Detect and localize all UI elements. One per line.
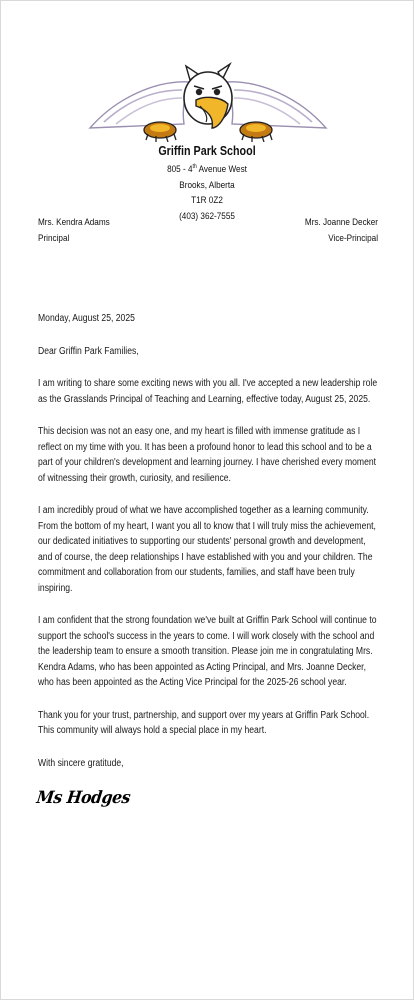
letter-paragraph: I am confident that the strong foundation we've built at Griffin Park School will continue to support the school's success in the years to come. I will work closely with the school and the leadership team to ensure a smooth transition. Please join me in congratulating Mrs. Kendra Adams, who has been appointed as Acting Principal, and Mrs. Joanne Decker, who has been appointed as the Acting Vice Principal for the 2025-26 school year.	[38, 615, 377, 688]
letter-paragraph: I am writing to share some exciting news with you all. I've accepted a new leadership role as the Grasslands Principal of Teaching and Learning, effective today, August 25, 2025.	[38, 378, 378, 405]
letter-paragraph: Thank you for your trust, partnership, and support over my years at Griffin Park School. This community will always hold a special place in my heart.	[38, 709, 370, 736]
principal-name: Mrs. Kendra Adams	[38, 217, 110, 228]
letter-body	[38, 311, 380, 788]
address-number: 805 - 4	[167, 164, 193, 176]
address-ordinal: th	[192, 164, 197, 170]
griffin-mascot-icon	[86, 62, 330, 142]
vice-principal-block	[305, 215, 378, 246]
vice-principal-name: Mrs. Joanne Decker	[304, 217, 378, 228]
principal-title: Principal	[38, 232, 70, 244]
letterhead	[29, 143, 385, 224]
principal-block	[38, 215, 110, 246]
letter-paragraph: This decision was not an easy one, and my heart is filled with immense gratitude as I reflect on my time with you. It has been a profound honor to lead this school and to be a part of your children's development and learning journey. I have cherished every moment of witnessing their growth, curiosity, and resilience.	[38, 426, 377, 484]
letter-closing: With sincere gratitude,	[38, 757, 124, 769]
letter-date: Monday, August 25, 2025	[38, 313, 135, 324]
school-postal: T1R 0Z2	[191, 195, 223, 207]
signature: Ms Hodges	[35, 788, 132, 808]
letter-salutation: Dear Griffin Park Families,	[38, 345, 139, 357]
vice-principal-title: Vice-Principal	[328, 232, 378, 244]
letter-paragraph: I am incredibly proud of what we have accomplished together as a learning community. From the bottom of my heart, I want you all to know that I will truly miss the achievement, our dedicated initiatives to supporting our students' personal growth and development, and of course, the deep relationships I have established with you and your children. The commitment and collaboration from our students, families, and staff have been truly inspiring.	[38, 505, 376, 594]
school-name: Griffin Park School	[158, 144, 256, 158]
address-street: Avenue West	[196, 164, 247, 176]
school-phone: (403) 362-7555	[179, 210, 235, 222]
school-address	[29, 160, 385, 178]
school-city: Brooks, Alberta	[179, 179, 235, 191]
